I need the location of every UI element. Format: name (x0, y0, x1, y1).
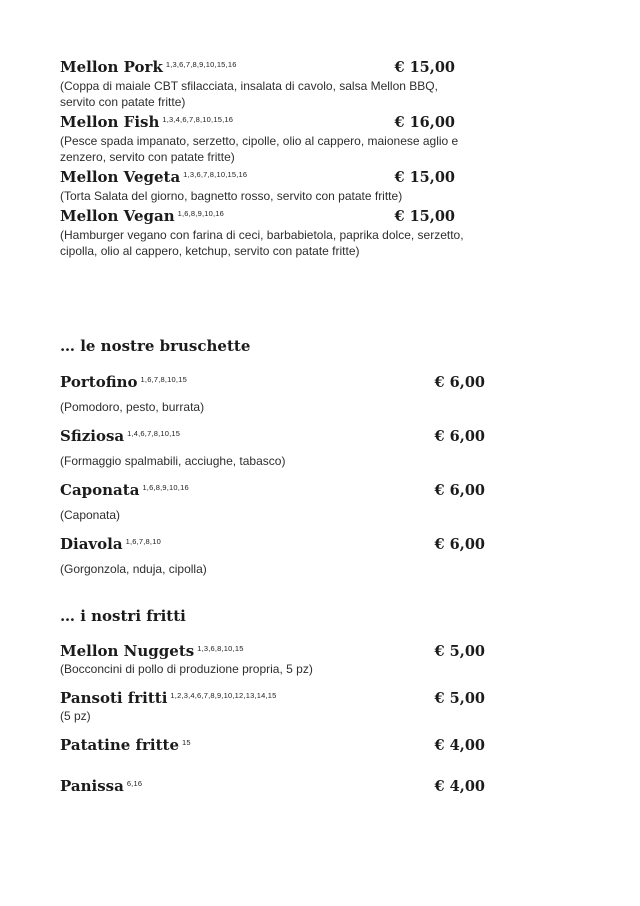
item-allergens: 1,3,6,7,8,9,10,15,16 (165, 60, 237, 69)
item-header (60, 642, 485, 661)
item-name: Panissa (60, 777, 124, 795)
item-allergens: 1,6,8,9,10,16 (177, 209, 224, 218)
item-name: Caponata (60, 481, 140, 499)
item-price: € 6,00 (434, 536, 485, 553)
item-price: € 4,00 (434, 778, 485, 795)
item-description: (Gorgonzola, nduja, cipolla) (60, 562, 207, 576)
item-description: (Hamburger vegano con farina di ceci, barbabietola, paprika dolce, serzetto, cipolla, olio al cappero, ketchup, servito con patate fritte) (60, 228, 464, 258)
item-name: Mellon Fish (60, 113, 160, 131)
item-header (60, 58, 455, 77)
item-title (60, 113, 233, 132)
item-description: (Bocconcini di pollo di produzione propria, 5 pz) (60, 662, 313, 676)
item-name: Pansoti fritti (60, 689, 168, 707)
item-price: € 5,00 (434, 643, 485, 660)
item-title (60, 373, 187, 392)
item-price: € 6,00 (434, 428, 485, 445)
item-name: Mellon Vegan (60, 207, 175, 225)
item-header (60, 736, 485, 755)
menu-item (60, 58, 640, 110)
menu-item (60, 777, 640, 796)
menu-item (60, 481, 640, 523)
menu-section-bruschette (60, 337, 640, 577)
menu-item (60, 113, 640, 165)
item-title (60, 58, 237, 77)
item-description: (Formaggio spalmabili, acciughe, tabasco) (60, 454, 286, 468)
menu-item (60, 736, 640, 755)
menu-section-fritti (60, 607, 640, 796)
item-description: (5 pz) (60, 709, 91, 723)
item-price: € 16,00 (394, 114, 455, 131)
item-description: (Caponata) (60, 508, 121, 522)
item-allergens: 1,3,6,8,10,15 (197, 644, 244, 653)
item-allergens: 6,16 (126, 779, 143, 788)
item-allergens: 1,6,8,9,10,16 (142, 483, 189, 492)
item-name: Sfiziosa (60, 427, 125, 445)
menu-section-burgers (60, 58, 640, 259)
menu-item (60, 207, 640, 259)
item-header (60, 113, 455, 132)
item-title (60, 168, 247, 187)
item-description: (Torta Salata del giorno, bagnetto rosso, servito con patate fritte) (60, 189, 403, 203)
item-header (60, 481, 485, 500)
item-name: Diavola (60, 535, 123, 553)
menu-item (60, 642, 640, 677)
item-allergens: 1,6,7,8,10,15 (140, 375, 187, 384)
item-allergens: 15 (182, 738, 191, 747)
item-name: Patatine fritte (60, 736, 179, 754)
item-title (60, 777, 142, 796)
item-title (60, 427, 180, 446)
item-title (60, 535, 161, 554)
item-allergens: 1,4,6,7,8,10,15 (127, 429, 181, 438)
item-price: € 15,00 (394, 208, 455, 225)
item-title (60, 207, 224, 226)
item-allergens: 1,2,3,4,6,7,8,9,10,12,13,14,15 (170, 691, 277, 700)
item-name: Mellon Nuggets (60, 642, 195, 660)
item-price: € 4,00 (434, 737, 485, 754)
section-heading: … le nostre bruschette (60, 337, 251, 355)
item-title (60, 481, 189, 500)
item-name: Portofino (60, 373, 138, 391)
item-title (60, 642, 244, 661)
item-description: (Pesce spada impanato, serzetto, cipolle, olio al cappero, maionese aglio e zenzero, servito con patate fritte) (60, 134, 459, 164)
item-price: € 15,00 (394, 169, 455, 186)
item-price: € 15,00 (394, 59, 455, 76)
menu-item (60, 689, 640, 724)
item-description: (Pomodoro, pesto, burrata) (60, 400, 205, 414)
menu-item (60, 535, 640, 577)
item-header (60, 777, 485, 796)
item-name: Mellon Pork (60, 58, 163, 76)
item-title (60, 689, 277, 708)
item-header (60, 535, 485, 554)
menu-item (60, 373, 640, 415)
item-price: € 6,00 (434, 482, 485, 499)
item-description: (Coppa di maiale CBT sfilacciata, insalata di cavolo, salsa Mellon BBQ, servito con patate fritte) (60, 79, 438, 109)
item-allergens: 1,3,4,6,7,8,10,15,16 (162, 115, 234, 124)
item-allergens: 1,3,6,7,8,10,15,16 (183, 170, 248, 179)
menu-item (60, 168, 640, 204)
item-price: € 6,00 (434, 374, 485, 391)
item-header (60, 373, 485, 392)
section-heading: … i nostri fritti (60, 607, 186, 625)
item-header (60, 427, 485, 446)
item-name: Mellon Vegeta (60, 168, 181, 186)
item-header (60, 689, 485, 708)
item-header (60, 168, 455, 187)
menu-item (60, 427, 640, 469)
item-header (60, 207, 455, 226)
item-title (60, 736, 191, 755)
item-price: € 5,00 (434, 690, 485, 707)
item-allergens: 1,6,7,8,10 (125, 537, 161, 546)
